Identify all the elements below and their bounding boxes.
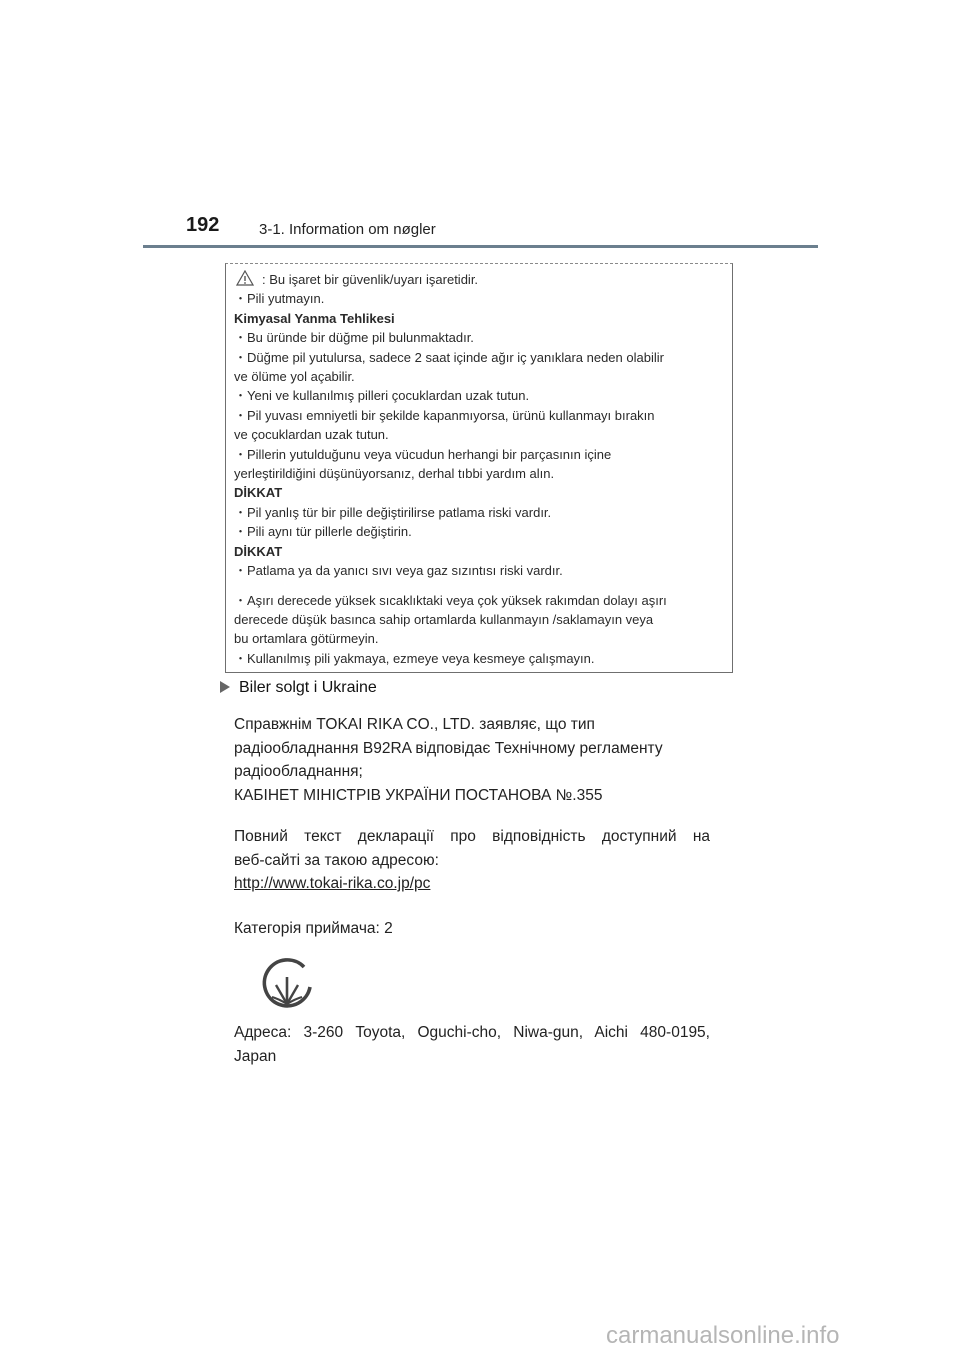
fulltext-line: Повний текст декларації про відповідність доступний на: [234, 828, 710, 845]
declaration-line: радіообладнання;: [234, 763, 363, 780]
declaration-line: Справжнім TOKAI RIKA CO., LTD. заявляє, що тип: [234, 716, 595, 733]
warning-heading: DİKKAT: [234, 543, 283, 559]
warning-triangle-icon: [236, 270, 254, 286]
ukrainian-conformity-mark-logo: [258, 955, 316, 1013]
header-rule: [143, 245, 818, 248]
warning-line: ・Pil yanlış tür bir pille değiştirilirse patlama riski vardır.: [234, 504, 552, 520]
declaration-line: радіообладнання B92RA відповідає Технічному регламенту: [234, 739, 663, 757]
warning-line: ・Aşırı derecede yüksek sıcaklıktaki veya çok yüksek rakımdan dolayı aşırı: [234, 592, 667, 608]
fulltext-paragraph: [234, 825, 710, 896]
warning-line: ・Pillerin yutulduğunu veya vücudun herhangi bir parçasının içine: [234, 446, 612, 462]
declaration-url-link[interactable]: http://www.tokai-rika.co.jp/pc: [234, 875, 431, 892]
warning-intro-text: : Bu işaret bir güvenlik/uyarı işaretidir.: [262, 272, 479, 287]
address-paragraph: [234, 1021, 710, 1068]
warning-line: ve çocuklardan uzak tutun.: [234, 427, 389, 443]
section-title: 3-1. Information om nøgler: [259, 221, 436, 238]
ukraine-heading-text: Biler solgt i Ukraine: [239, 679, 377, 696]
declaration-text: [234, 713, 710, 807]
warning-line: ve ölüme yol açabilir.: [234, 369, 355, 385]
ukraine-heading: [220, 679, 377, 697]
page-number: 192: [186, 214, 220, 236]
receiver-category: Категорія приймача: 2: [234, 920, 393, 937]
warning-heading: Kimyasal Yanma Tehlikesi: [234, 310, 395, 326]
warning-heading: DİKKAT: [234, 485, 283, 501]
fulltext-line: веб-сайті за такою адресою:: [234, 851, 439, 869]
warning-line: ・Yeni ve kullanılmış pilleri çocuklardan uzak tutun.: [234, 388, 530, 404]
warning-line: ・Pili aynı tür pillerle değiştirin.: [234, 524, 412, 540]
warning-line: yerleştirildiğini düşünüyorsanız, derhal tıbbi yardım alın.: [234, 466, 555, 482]
warning-line: ・Kullanılmış pili yakmaya, ezmeye veya kesmeye çalışmayın.: [234, 650, 595, 666]
warning-line: ・Patlama ya da yanıcı sıvı veya gaz sızıntısı riski vardır.: [234, 563, 563, 579]
warning-line: derecede düşük basınca sahip ortamlarda kullanmayın /saklamayın veya: [234, 611, 654, 627]
address-line: Japan: [234, 1047, 277, 1065]
warning-line: ・Pil yuvası emniyetli bir şekilde kapanmıyorsa, ürünü kullanmayı bırakın: [234, 407, 655, 423]
warning-intro-line: [234, 270, 724, 289]
warning-box: [225, 263, 733, 673]
watermark: carmanualsonline.info: [606, 1322, 840, 1349]
warning-line: ・Pili yutmayın.: [234, 291, 325, 307]
arrow-right-icon: [220, 681, 230, 693]
warning-line: ・Bu üründe bir düğme pil bulunmaktadır.: [234, 330, 474, 346]
declaration-line: КАБІНЕТ МІНІСТРІВ УКРАЇНИ ПОСТАНОВА №.355: [234, 786, 603, 804]
warning-line: bu ortamlara götürmeyin.: [234, 631, 379, 647]
warning-line: ・Düğme pil yutulursa, sadece 2 saat içinde ağır iç yanıklara neden olabilir: [234, 349, 664, 365]
address-line: Адреса: 3-260 Toyota, Oguchi-cho, Niwa-gun, Aichi 480-0195,: [234, 1024, 710, 1041]
